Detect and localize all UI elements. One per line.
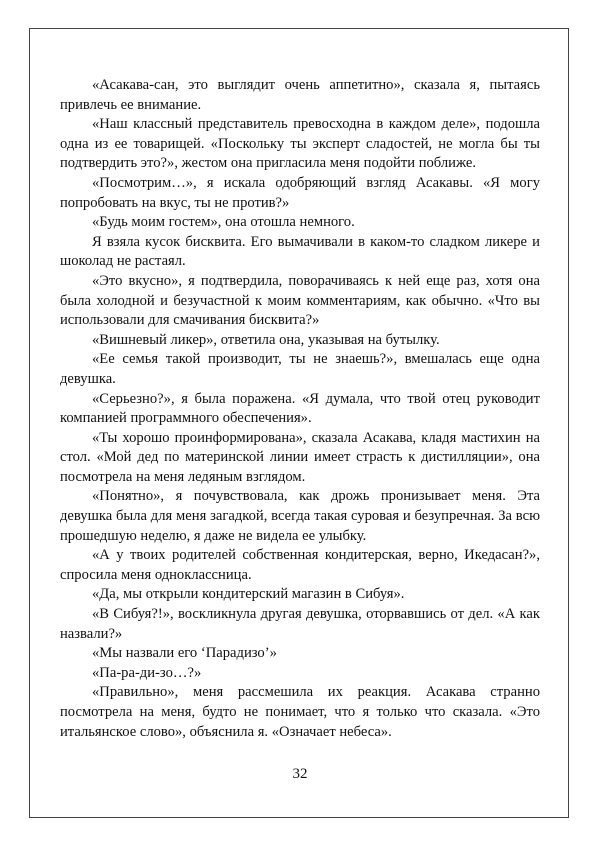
paragraph: «Па-ра-ди-зо…?» (92, 664, 202, 681)
paragraph: «Понятно», я почувствовала, как дрожь пронизывает меня. Эта девушка была для меня загадкой, всегда такая суровая и безупречная. За всю прошедшую неделю, я даже не видела ее улыбку. (60, 488, 540, 544)
paragraph: «Вишневый ликер», ответила она, указывая на бутылку. (92, 331, 440, 348)
paragraph: «Наш классный представитель превосходна в каждом деле», подошла одна из ее товарищей. «Поскольку ты эксперт сладостей, не могла бы ты подтвердить это?», жестом она пригласила меня подойти поближе. (60, 116, 540, 172)
body-text (60, 76, 540, 742)
paragraph: «А у твоих родителей собственная кондитерская, верно, Икедасан?», спросила меня одноклассница. (60, 547, 540, 583)
paragraph: «Это вкусно», я подтвердила, поворачиваясь к ней еще раз, хотя она была холодной и безучастной к моим комментариям, как обычно. «Что вы использовали для смачивания бисквита?» (60, 272, 540, 329)
paragraph: «Серьезно?», я была поражена. «Я думала, что твой отец руководит компанией программного обеспечения». (60, 390, 540, 427)
paragraph: «Правильно», меня рассмешила их реакция. Асакава странно посмотрела на меня, будто не понимает, что я только что сказала. «Это итальянское слово», объяснила я. «Означает небеса». (60, 684, 540, 740)
paragraph: «Асакава-сан, это выглядит очень аппетитно», сказала я, пытаясь привлечь ее внимание. (60, 77, 540, 113)
paragraph: «Да, мы открыли кондитерский магазин в Сибуя». (92, 586, 405, 603)
paragraph: Я взяла кусок бисквита. Его вымачивали в каком-то сладком ликере и шоколад не растаял. (60, 233, 540, 270)
page-number: 32 (292, 766, 308, 782)
paragraph: «Ты хорошо проинформирована», сказала Асакава, кладя мастихин на стол. «Мой дед по материнской линии имеет страсть к дистилляции», она посмотрела на меня ледяным взглядом. (60, 429, 540, 485)
paragraph: «В Сибуя?!», воскликнула другая девушка, оторвавшись от дел. «А как назвали?» (60, 606, 540, 642)
paragraph: «Будь моим гостем», она отошла немного. (92, 214, 355, 231)
paragraph: «Ее семья такой производит, ты не знаешь?», вмешалась еще одна девушка. (60, 351, 540, 387)
paragraph: «Посмотрим…», я искала одобряющий взгляд Асакавы. «Я могу попробовать на вкус, ты не против?» (60, 174, 540, 211)
paragraph: «Мы назвали его ‘Парадизо’» (92, 645, 277, 662)
